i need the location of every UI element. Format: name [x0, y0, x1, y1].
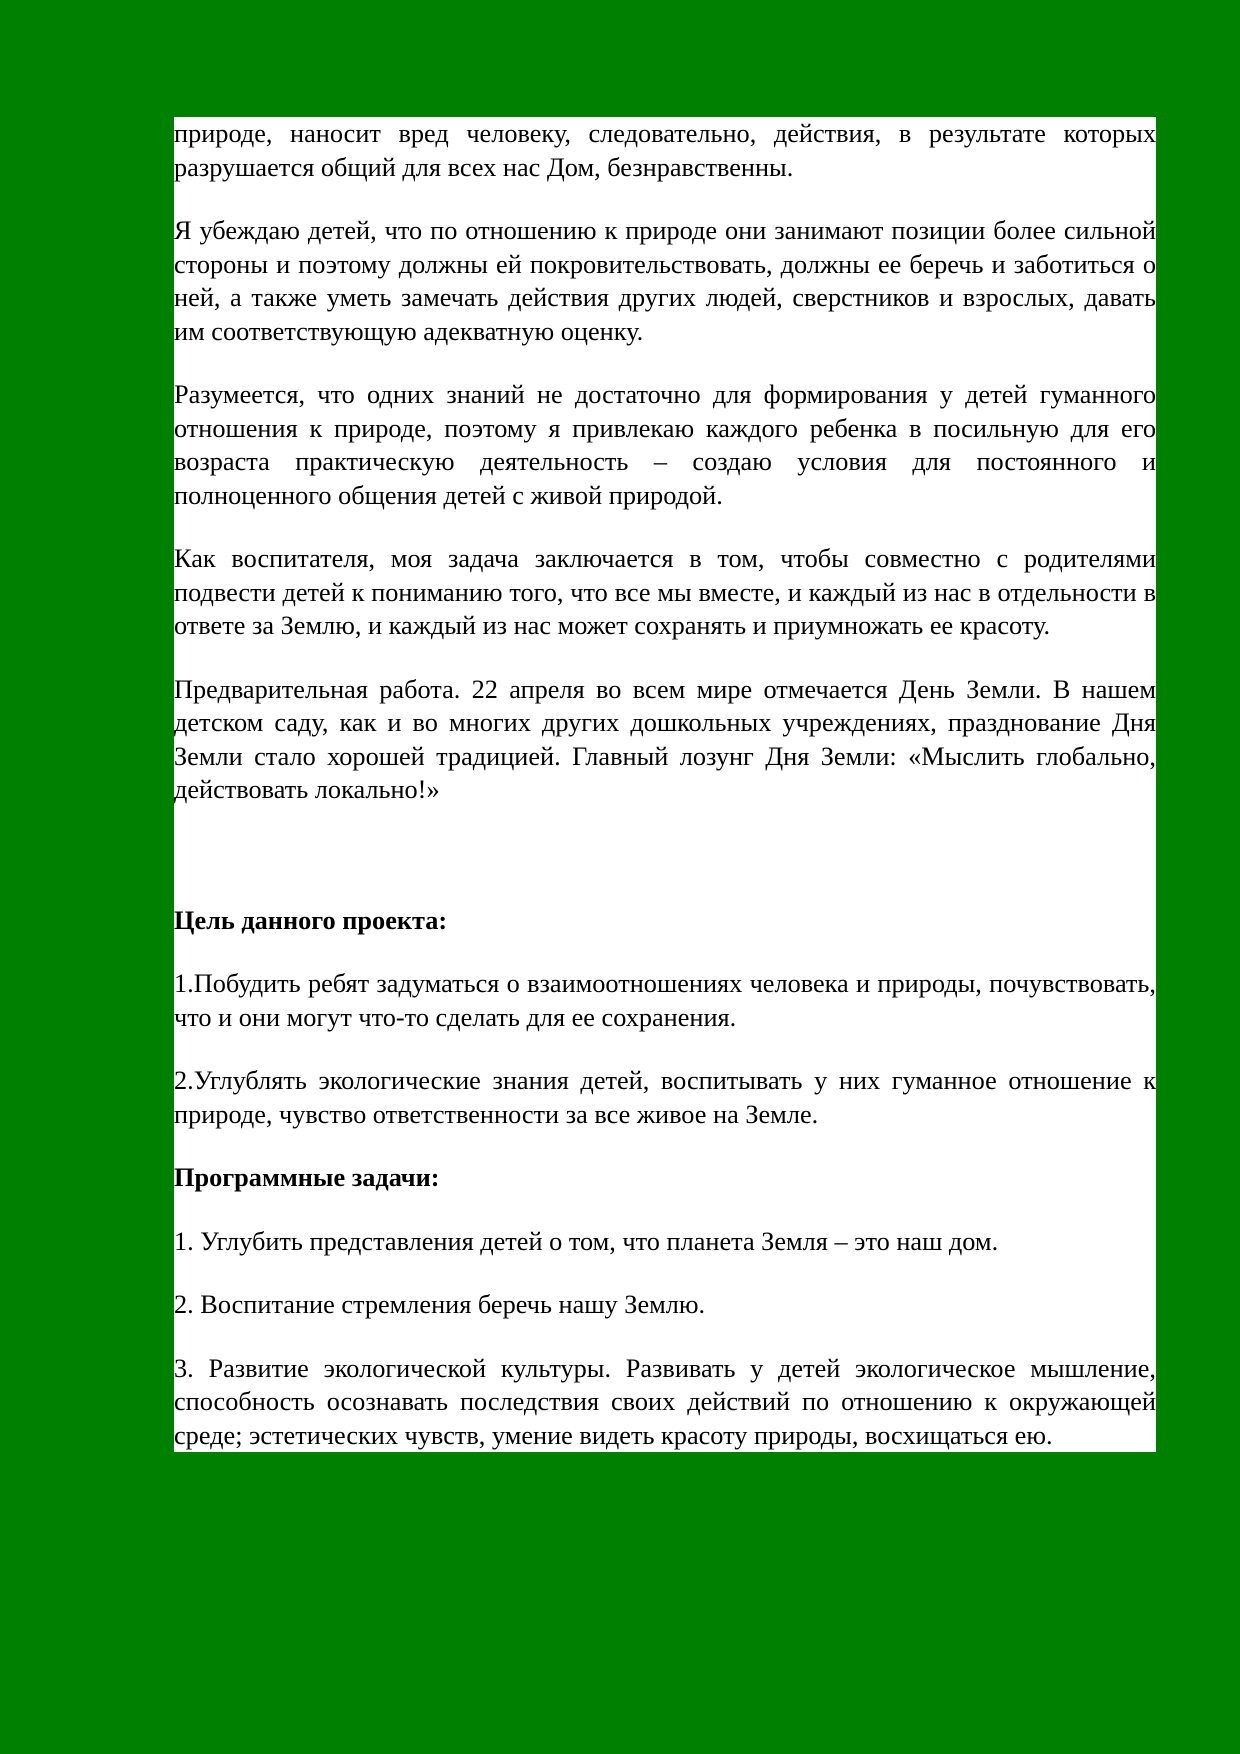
- task-item-1: 1. Углубить представления детей о том, что планета Земля – это наш дом.: [174, 1226, 999, 1256]
- heading-block: [174, 1161, 1156, 1195]
- heading-block: [174, 904, 1156, 938]
- paragraph-spacer: [174, 184, 1156, 214]
- paragraph-block: [174, 673, 1156, 807]
- paragraph-spacer: [174, 1322, 1156, 1352]
- paragraph-spacer: [174, 1258, 1156, 1288]
- tasks-heading: Программные задачи:: [174, 1163, 440, 1192]
- paragraph-spacer: [174, 1034, 1156, 1064]
- task-item-2: 2. Воспитание стремления беречь нашу Землю.: [174, 1290, 706, 1319]
- paragraph-spacer: [174, 1131, 1156, 1161]
- paragraph-continuation: природе, наносит вред человеку, следовательно, действия, в результате которых разрушается общий для всех нас Дом, безнравственны.: [174, 119, 1156, 182]
- document-body: [174, 117, 1156, 1452]
- paragraph-block: [174, 967, 1156, 1034]
- paragraph-block: [174, 214, 1156, 348]
- paragraph-children-attitude: Я убеждаю детей, что по отношению к природе они занимают позиции более сильной стороны и поэтому должны ей покровительствовать, должны ее беречь и заботиться о ней, а также уметь замечать действия других людей, сверстников и взрослых, давать им соответствующую адекватную оценку.: [174, 216, 1156, 346]
- paragraph-spacer: [174, 1195, 1156, 1225]
- paragraph-block: [174, 542, 1156, 643]
- paragraph-educator-task: Как воспитателя, моя задача заключается в том, чтобы совместно с родителями подвести детей к пониманию того, что все мы вместе, и каждый из нас в отдельности в ответе за Землю, и каждый из нас может сохранять и приумножать ее красоту.: [174, 544, 1156, 640]
- paragraph-spacer: [174, 512, 1156, 542]
- section-spacer: [174, 807, 1156, 904]
- paragraph-spacer: [174, 348, 1156, 378]
- goal-heading: Цель данного проекта:: [174, 905, 448, 935]
- paragraph-spacer: [174, 937, 1156, 967]
- goal-item-2: 2.Углублять экологические знания детей, воспитывать у них гуманное отношение к природе, чувство ответственности за все живое на Земле.: [174, 1066, 1156, 1129]
- paragraph-practical-activity: Разумеется, что одних знаний не достаточно для формирования у детей гуманного отношения к природе, поэтому я привлекаю каждого ребенка в посильную для его возраста практическую деятельность – создаю условия для постоянного и полноценного общения детей с живой природой.: [174, 380, 1156, 510]
- paragraph-block: [174, 117, 1156, 184]
- goal-item-1: 1.Побудить ребят задуматься о взаимоотношениях человека и природы, почувствовать, что и они могут что-то сделать для ее сохранения.: [174, 969, 1156, 1032]
- paragraph-block: [174, 1064, 1156, 1131]
- paragraph-preliminary-work: Предварительная работа. 22 апреля во всем мире отмечается День Земли. В нашем детском саду, как и во многих других дошкольных учреждениях, празднование Дня Земли стало хорошей традицией. Главный лозунг Дня Земли: «Мыслить глобально, действовать локально!»: [174, 674, 1156, 804]
- paragraph-block: [174, 1288, 1156, 1322]
- paragraph-block: [174, 378, 1156, 512]
- paragraph-spacer: [174, 643, 1156, 673]
- paragraph-block: [174, 1225, 1156, 1259]
- paragraph-block: [174, 1352, 1156, 1453]
- task-item-3: 3. Развитие экологической культуры. Развивать у детей экологическое мышление, способность осознавать последствия своих действий по отношению к окружающей среде; эстетических чувств, умение видеть красоту природы, восхищаться ею.: [174, 1353, 1156, 1450]
